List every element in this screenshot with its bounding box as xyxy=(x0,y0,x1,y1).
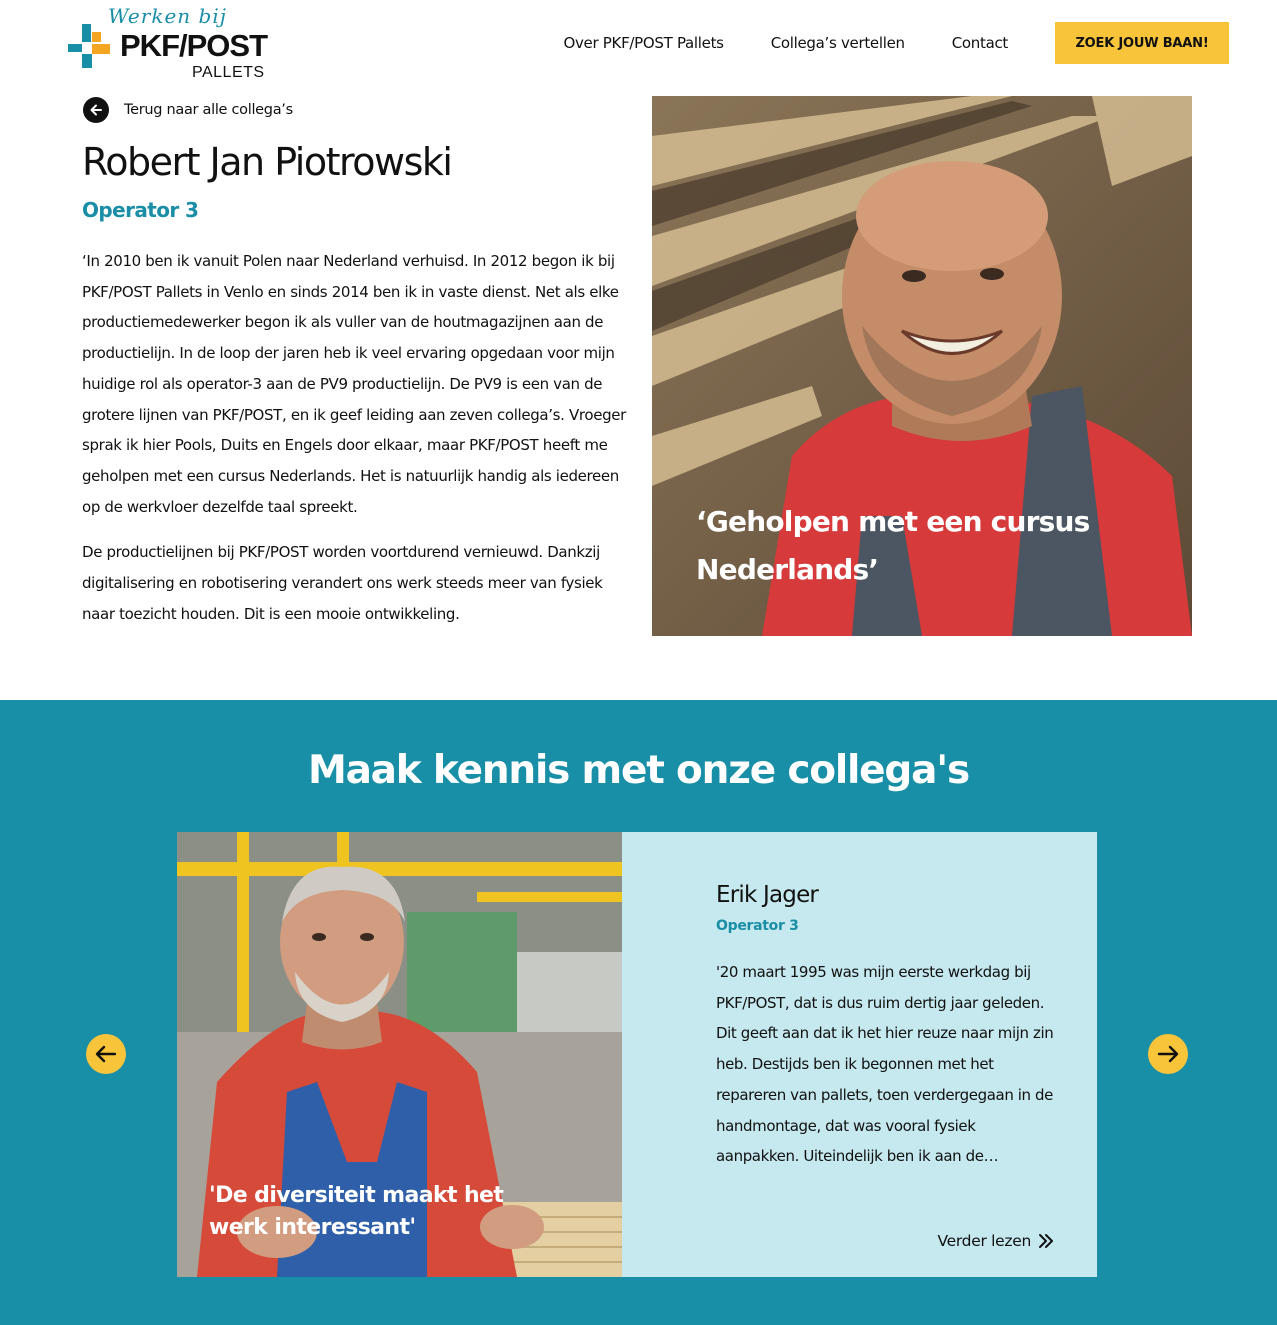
nav-item-over[interactable]: Over PKF/POST Pallets xyxy=(563,34,724,52)
colleague-quote: 'De diversiteit maakt het werk interessant' xyxy=(209,1183,504,1240)
section-title: Maak kennis met onze collega's xyxy=(307,748,970,793)
colleagues-section xyxy=(0,700,1277,1325)
logo-script-text: Werken bij xyxy=(108,4,227,28)
back-link[interactable] xyxy=(83,97,293,123)
bio-paragraph: ‘In 2010 ben ik vanuit Polen naar Nederland verhuisd. In 2012 begon ik bij PKF/POST Pallets in Venlo en sinds 2014 ben ik in vaste dienst. Net als elke productiemedewerker begon ik als vuller van de houtmagazijnen aan de productielijn. In de loop der jaren heb ik veel ervaring opgedaan voor mijn huidige rol als operator-3 aan de PV9 productielijn. De PV9 is een van de grotere lijnen van PKF/POST, en ik geef leiding aan zeven collega’s. Vroeger sprak ik hier Pools, Duits en Engels door elkaar, maar PKF/POST heeft me geholpen met een cursus Nederlands. Het is natuurlijk handig als iedereen op de werkvloer dezelfde taal spreekt. xyxy=(82,252,626,516)
arrow-right-icon xyxy=(1156,1044,1180,1064)
nav-item-collegas[interactable]: Collega’s vertellen xyxy=(770,34,905,52)
job-title: Operator 3 xyxy=(82,198,199,222)
colleague-photo xyxy=(177,832,622,1277)
nav-item-contact[interactable]: Contact xyxy=(951,34,1008,52)
double-chevron-right-icon xyxy=(1037,1233,1055,1249)
colleague-name: Erik Jager xyxy=(716,882,819,908)
logo-mark-icon xyxy=(68,24,114,68)
page-title: Robert Jan Piotrowski xyxy=(82,140,452,184)
read-more-link[interactable] xyxy=(938,1232,1055,1250)
colleague-role: Operator 3 xyxy=(716,918,799,934)
arrow-left-icon xyxy=(94,1044,118,1064)
colleague-excerpt: '20 maart 1995 was mijn eerste werkdag bij PKF/POST, dat is dus ruim dertig jaar geleden. Dit geeft aan dat ik het hier reuze naar mijn zin heb. Destijds ben ik begonnen met het repareren van pallets, toen verdergegaan in de handmontage, dat was vooral fysiek aanpakken. Uiteindelijk ben ik aan de… xyxy=(716,963,1054,1166)
colleague-card xyxy=(177,832,1097,1277)
carousel-next-button[interactable] xyxy=(1148,1034,1188,1074)
colleague-card-body xyxy=(622,832,1097,1277)
site-header xyxy=(0,0,1277,90)
back-link-label: Terug naar alle collega’s xyxy=(124,102,293,118)
arrow-left-icon xyxy=(83,97,109,123)
logo-subtitle: PALLETS xyxy=(192,64,265,81)
main-nav xyxy=(563,22,1229,64)
logo-wordmark: PKF/POST xyxy=(120,28,268,63)
find-job-button[interactable]: ZOEK JOUW BAAN! xyxy=(1055,22,1229,64)
profile-bio xyxy=(82,246,627,644)
profile-photo xyxy=(652,96,1192,636)
read-more-label: Verder lezen xyxy=(937,1232,1031,1250)
bio-paragraph: De productielijnen bij PKF/POST worden voortdurend vernieuwd. Dankzij digitalisering en robotisering verandert ons werk steeds meer van fysiek naar toezicht houden. Dit is een mooie ontwikkeling. xyxy=(82,543,603,623)
carousel-prev-button[interactable] xyxy=(86,1034,126,1074)
profile-quote: ‘Geholpen met een cursus Nederlands’ xyxy=(696,505,1090,586)
brand-logo[interactable] xyxy=(68,4,278,84)
